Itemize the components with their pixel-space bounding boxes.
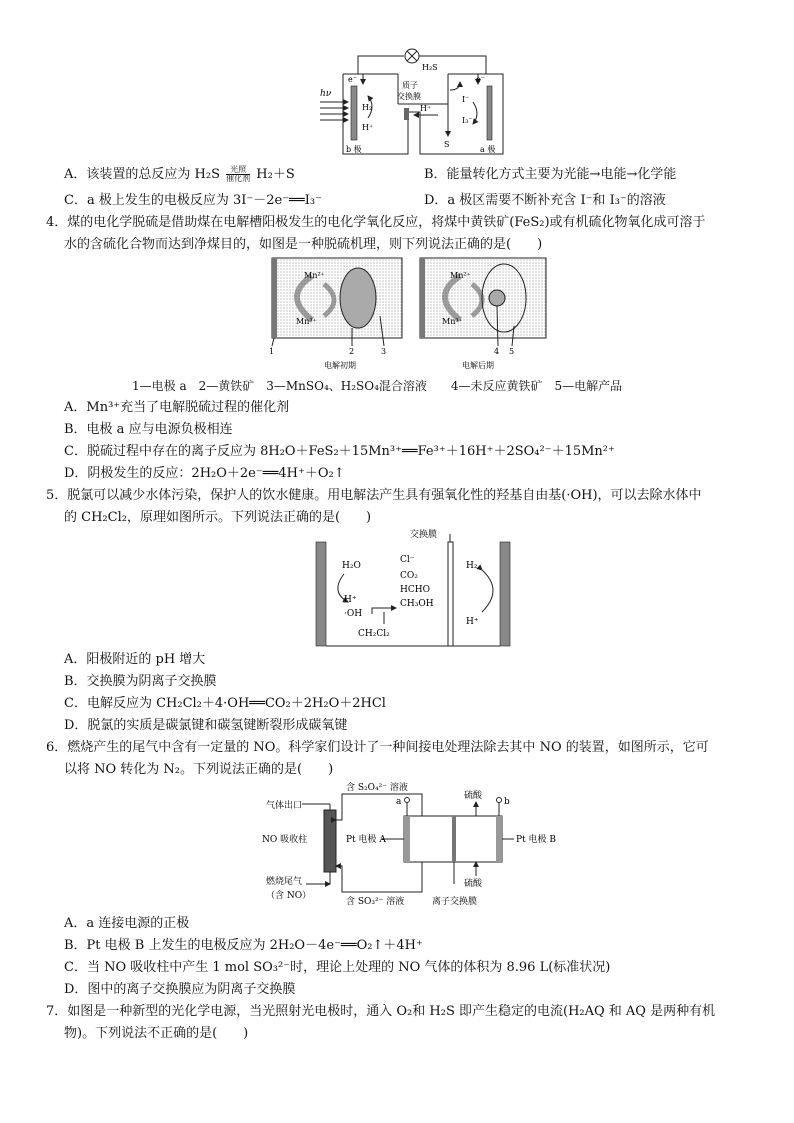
q3-option-a-suffix: H₂＋S	[256, 167, 295, 182]
ion-membrane-label: 离子交换膜	[432, 897, 478, 907]
q3-option-a[interactable]	[64, 166, 295, 184]
hplus-left-label: H⁺	[362, 123, 374, 132]
sulfuric-bottom-label: 硫酸	[464, 879, 483, 889]
q4-option-b[interactable]: B．电极 a 应与电源负极相连	[64, 422, 233, 437]
q6-option-b[interactable]: B．Pt 电极 B 上发生的电极反应为 2H₂O－4e⁻══O₂↑＋4H⁺	[64, 938, 423, 953]
q6-option-c[interactable]: C．当 NO 吸收柱中产生 1 mol SO₃²⁻时，理论上处理的 NO 气体的体积为 8.96 L(标准状况)	[64, 960, 611, 975]
q4-option-a[interactable]: A．Mn³⁺充当了电解脱硫过程的催化剂	[64, 400, 290, 415]
q7-stem-line2: 物)。下列说法不正确的是( )	[64, 1026, 249, 1041]
q4-option-d[interactable]: D．阴极发生的反应：2H₂O＋2e⁻══4H⁺＋O₂↑	[64, 466, 345, 481]
terminal-a-label: a	[396, 797, 402, 807]
condition-over: 光照	[230, 165, 247, 174]
h2s-label: H₂S	[422, 63, 438, 72]
triiodide-label: I₃⁻	[462, 116, 473, 125]
mn3-left-label: Mn³⁺	[296, 317, 317, 326]
q3-figure	[318, 44, 528, 162]
q5-stem-line1: 5．脱氯可以减少水体污染，保护人的饮水健康。用电解法产生具有强氧化性的羟基自由基(·OH)，可以去除水体中	[46, 488, 702, 503]
mn2-right-label: Mn²⁺	[450, 271, 471, 280]
q5-option-d[interactable]: D．脱氯的实质是碳氯键和碳氢键断裂形成碳氧键	[64, 718, 348, 733]
iodide-label: I⁻	[462, 95, 470, 104]
co2-label: CO₂	[400, 571, 418, 581]
q3-option-a-prefix: A．该装置的总反应为 H₂S	[64, 167, 220, 182]
b-pole-label: b 极	[346, 145, 362, 154]
num-3: 3	[381, 347, 387, 356]
num-2: 2	[349, 347, 355, 356]
num-4: 4	[494, 347, 500, 356]
bottom-solution-label: 含 SO₃²⁻ 溶液	[346, 897, 405, 907]
hplus-label: H⁺	[344, 595, 357, 605]
water-label: H₂O	[342, 561, 361, 571]
q5-figure	[310, 526, 520, 648]
mn2-left-label: Mn²⁺	[304, 271, 325, 280]
q6-stem-line2: 以将 NO 转化为 N₂。下列说法正确的是( )	[64, 762, 334, 777]
pt-a-label: Pt 电极 A	[346, 835, 386, 845]
exhaust-label-2: （含 NO）	[266, 891, 312, 901]
membrane-label-1: 质子	[402, 81, 418, 90]
gas-outlet-label: 气体出口	[266, 801, 303, 811]
q4-legend: 1—电极 a 2—黄铁矿 3—MnSO₄、H₂SO₄混合溶液 4—未反应黄铁矿 5—电解产品	[132, 379, 623, 393]
q6-option-d[interactable]: D．图中的离子交换膜应为阴离子交换膜	[64, 982, 296, 997]
num-1: 1	[269, 347, 275, 356]
q4-stem-line2: 水的含硫化合物而达到净煤目的，如图是一种脱硫机理，则下列说法正确的是( )	[64, 237, 543, 252]
sulfuric-top-label: 硫酸	[464, 791, 483, 801]
hcho-label: HCHO	[400, 585, 430, 595]
q3-option-c[interactable]: C．a 极上发生的电极反应为 3I⁻－2e⁻══I₃⁻	[64, 193, 322, 208]
membrane-label-2: 交换膜	[397, 92, 421, 101]
caption-early: 电解初期	[324, 361, 356, 370]
electron-right-label: e⁻	[476, 75, 485, 84]
no-column-label: NO 吸收柱	[262, 835, 308, 845]
q3-option-d[interactable]: D．a 极区需要不断补充含 I⁻和 I₃⁻的溶液	[424, 193, 666, 208]
h2-label: H₂	[466, 561, 478, 571]
q5-option-b[interactable]: B．交换膜为阴离子交换膜	[64, 674, 217, 689]
q4-option-c[interactable]: C．脱硫过程中存在的离子反应为 8H₂O＋FeS₂＋15Mn³⁺══Fe³⁺＋16H⁺＋2SO₄²⁻＋15Mn²⁺	[64, 444, 615, 459]
terminal-b-label: b	[504, 797, 510, 807]
q5-option-a[interactable]: A．阳极附近的 pH 增大	[64, 652, 206, 667]
q5-option-c[interactable]: C．电解反应为 CH₂Cl₂＋4·OH══CO₂＋2H₂O＋2HCl	[64, 696, 386, 711]
q6-stem-line1: 6．燃烧产生的尾气中含有一定量的 NO。科学家们设计了一种间接电处理法除去其中 NO 的装置，如图所示，它可	[46, 740, 709, 755]
electron-left-label: e⁻	[348, 75, 357, 84]
q4-stem-line1: 4．煤的电化学脱硫是借助煤在电解槽阳极发生的电化学氧化反应，将煤中黄铁矿(FeS₂)或有机硫化物氧化成可溶于	[46, 215, 706, 230]
sulfur-label: S	[444, 140, 450, 149]
chloride-label: Cl⁻	[400, 555, 415, 565]
caption-late: 电解后期	[462, 361, 494, 370]
hplus-right-label: H⁺	[466, 617, 479, 627]
membrane-label: 交换膜	[410, 530, 438, 540]
exhaust-label-1: 燃烧尾气	[266, 877, 303, 887]
reaction-condition	[226, 166, 250, 183]
q3-option-b[interactable]: B．能量转化方式主要为光能→电能→化学能	[424, 167, 677, 182]
a-pole-label: a 极	[480, 145, 496, 154]
q6-option-a[interactable]: A．a 连接电源的正极	[64, 916, 190, 931]
methanol-label: CH₃OH	[400, 599, 434, 609]
pt-b-label: Pt 电极 B	[516, 835, 557, 845]
q7-stem-line1: 7．如图是一种新型的光化学电源，当光照射光电极时，通入 O₂和 H₂S 即产生稳定的电流(H₂AQ 和 AQ 是两种有机	[46, 1004, 716, 1019]
mn3-right-label: Mn³⁺	[442, 317, 463, 326]
q4-figure	[262, 256, 552, 374]
q5-stem-line2: 的 CH₂Cl₂，原理如图所示。下列说法正确的是( )	[64, 510, 372, 525]
hydroxyl-label: ·OH	[344, 609, 363, 619]
dcm-label: CH₂Cl₂	[358, 629, 390, 639]
hv-label: hν	[320, 89, 332, 99]
h2-label: H₂	[362, 103, 373, 112]
q6-figure	[262, 780, 562, 916]
top-solution-label: 含 S₂O₄²⁻ 溶液	[346, 783, 408, 793]
condition-under: 催化剂	[226, 174, 251, 183]
num-5: 5	[509, 347, 515, 356]
hplus-mid-label: H⁺	[420, 104, 432, 113]
